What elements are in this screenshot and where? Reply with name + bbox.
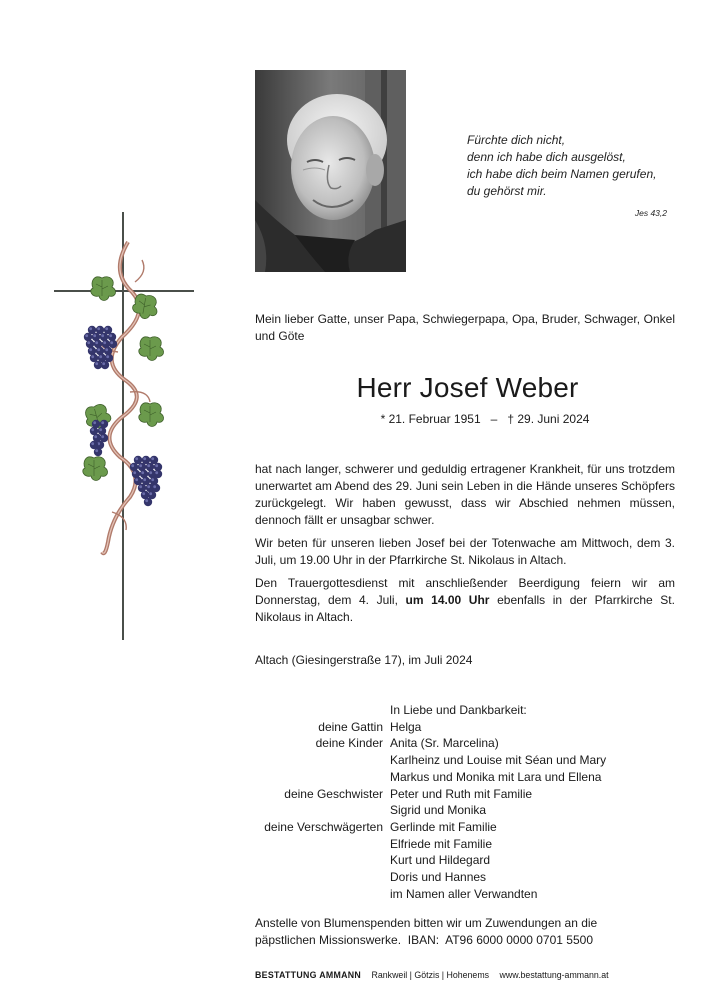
funeral-home-name: BESTATTUNG AMMANN [255,970,362,980]
body-paragraph: hat nach langer, schwerer und geduldig ertragener Krankheit, für uns trotzdem unerwartet am Abend des 29. Juni sein Leben in die Hände unseres Schöpfers zurückgelegt. Wir haben gewusst, dass wir Abschied nehmen müssen, dennoch fällt er unsagbar schwer. [255,462,675,527]
place-date: Altach (Giesingerstraße 17), im Juli 2024 [255,653,473,667]
mourner-role [255,802,390,819]
mourner-role [255,852,390,869]
body-paragraph: Wir beten für unseren lieben Josef bei der Totenwache am Mittwoch, dem 3. Juli, um 19.00 Uhr in der Pfarrkirche St. Nikolaus in Altach. [255,536,675,567]
funeral-home-locations: Rankweil | Götzis | Hohenems [371,970,490,980]
mourner-name: Anita (Sr. Marcelina) [390,736,499,751]
date-separator: – [490,412,498,426]
donation-line: päpstlichen Missionswerke. IBAN: AT96 6000 0000 0701 5500 [255,933,593,947]
footer [255,970,609,980]
mourner-name: Kurt und Hildegard [390,853,491,868]
mourner-name: Sigrid und Monika [390,803,487,818]
deceased-name: Herr Josef Weber [356,372,579,403]
list-item [255,869,675,886]
mourner-name: im Namen aller Verwandten [390,886,538,901]
intro-text: Mein lieber Gatte, unser Papa, Schwiegerpapa, Opa, Bruder, Schwager, Onkel und Göte [255,312,675,343]
cross-grapevine-illustration [50,212,198,640]
list-item [255,852,675,869]
list-item [255,802,675,819]
mourner-role [255,752,390,769]
mourners-heading-row [255,702,675,719]
list-item [255,752,675,769]
funeral-home-website[interactable]: www.bestattung-ammann.at [499,970,609,980]
death-date: † 29. Juni 2024 [507,412,590,426]
mourner-role: deine Gattin [318,719,383,734]
funeral-text-start: Den Trauergottesdienst mit anschließender Beerdigung feiern wir am Donnerstag, dem 4. Juli, [255,576,675,607]
quote-reference: Jes 43,2 [634,208,667,218]
list-item [255,719,675,736]
quote-line: ich habe dich beim Namen gerufen, [467,167,657,181]
mourner-name: Markus und Monika mit Lara und Ellena [390,769,602,784]
list-item [255,735,675,752]
mourner-role: deine Verschwägerten [264,819,383,834]
portrait-photo [255,70,406,272]
list-item [255,769,675,786]
list-item [255,836,675,853]
mourners-list [255,702,675,902]
mourner-role: deine Geschwister [284,786,383,801]
body-paragraph [255,575,675,626]
birth-date: * 21. Februar 1951 [380,412,481,426]
mourner-role [255,886,390,903]
bible-quote [467,132,677,222]
quote-line: du gehörst mir. [467,184,547,198]
mourner-role [255,769,390,786]
announcement-body [255,461,675,632]
donation-line: Anstelle von Blumenspenden bitten wir um Zuwendungen an die [255,916,598,930]
mourner-name: Karlheinz und Louise mit Séan und Mary [390,753,607,768]
list-item [255,786,675,803]
list-item [255,886,675,903]
life-dates [255,412,675,426]
mourner-name: Elfriede mit Familie [390,836,493,851]
mourner-name: Gerlinde mit Familie [390,819,497,834]
mourner-role: deine Kinder [315,736,383,751]
donation-note [255,915,675,949]
quote-line: denn ich habe dich ausgelöst, [467,150,626,164]
mourner-role [255,836,390,853]
mourner-role [255,869,390,886]
mourners-heading: In Liebe und Dankbarkeit: [390,703,527,717]
list-item [255,819,675,836]
mourner-name: Peter und Ruth mit Familie [390,786,533,801]
funeral-time: um 14.00 Uhr [405,593,490,607]
mourner-name: Doris und Hannes [390,870,487,885]
funeral-text-end: ebenfalls in der Pfarrkirche St. Nikolaus in Altach. [255,593,675,624]
mourner-name: Helga [390,719,422,734]
quote-line: Fürchte dich nicht, [467,133,566,147]
